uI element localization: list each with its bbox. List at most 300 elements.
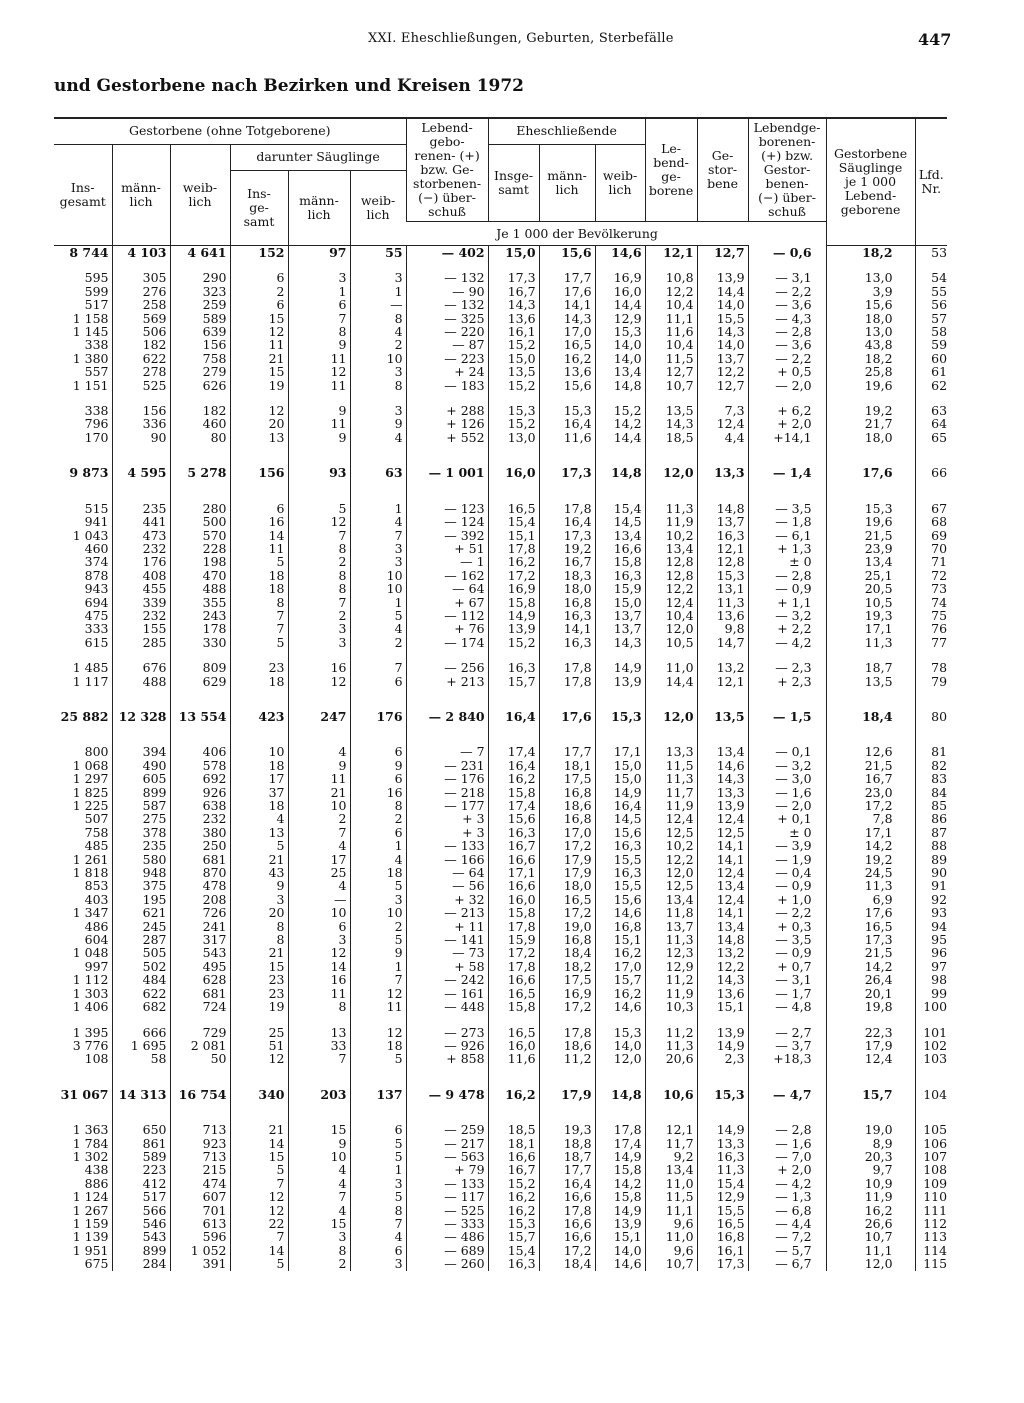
table-cell: 58	[931, 325, 948, 339]
table-cell: 113	[923, 1230, 948, 1244]
table-cell: 12	[288, 365, 350, 378]
table-cell: 14 313	[112, 1088, 170, 1101]
table-cell: 64	[931, 417, 948, 431]
table-cell: 94	[931, 919, 948, 934]
table-cell: 5	[230, 1257, 288, 1270]
table-cell: 71	[931, 555, 948, 569]
table-cell: 13,9	[697, 271, 748, 284]
table-cell: 21,7	[826, 417, 915, 430]
table-cell: 19	[230, 379, 288, 392]
table-body	[54, 246, 947, 1271]
spacer-cell	[350, 1066, 406, 1088]
table-cell: 2,3	[697, 1052, 748, 1065]
table-cell: 17,9	[539, 853, 595, 866]
row-spacer	[54, 392, 947, 404]
table-cell: 506	[112, 325, 170, 338]
table-cell: 17,2	[488, 946, 539, 959]
spacer-cell	[826, 688, 915, 710]
table-cell: ± 0	[748, 826, 826, 839]
table-cell: 9	[288, 759, 350, 772]
table-cell: 4	[350, 431, 406, 444]
table-cell: 110	[923, 1190, 948, 1204]
table-cell: 1 261	[54, 853, 112, 866]
table-cell: 17	[288, 853, 350, 866]
table-cell: 17,5	[539, 973, 595, 986]
table-cell: 13,6	[539, 365, 595, 378]
table-cell: 948	[112, 866, 170, 879]
table-cell: 182	[112, 338, 170, 351]
table-row	[54, 271, 947, 284]
table-cell: 17,2	[488, 569, 539, 582]
spacer-cell	[595, 723, 645, 745]
table-cell: 21,5	[826, 529, 915, 542]
table-cell: 701	[170, 1204, 230, 1217]
table-cell: 15,6	[539, 246, 595, 260]
spacer-cell	[112, 1014, 170, 1026]
table-cell: 406	[170, 745, 230, 758]
table-cell: 629	[170, 675, 230, 688]
spacer-cell	[915, 259, 947, 271]
spacer-cell	[406, 688, 488, 710]
table-cell: 16,3	[697, 1150, 748, 1163]
table-cell: 14,0	[697, 298, 748, 311]
table-cell: 490	[112, 759, 170, 772]
spacer-cell	[54, 444, 112, 466]
table-cell: 16,2	[488, 1190, 539, 1203]
table-cell: 694	[54, 596, 112, 609]
table-cell: 500	[170, 515, 230, 528]
table-row	[54, 417, 947, 430]
table-cell: 12,2	[645, 582, 697, 595]
table-cell: 19,2	[826, 853, 915, 866]
table-cell: 78	[931, 661, 948, 675]
spacer-cell	[826, 1014, 915, 1026]
table-cell: + 11	[406, 920, 488, 933]
spacer-cell	[915, 1066, 947, 1088]
table-cell: 607	[170, 1190, 230, 1203]
table-cell: 103	[923, 1052, 948, 1066]
table-cell: 6	[350, 745, 406, 758]
table-cell: 11,0	[645, 1177, 697, 1190]
table-cell: 223	[112, 1163, 170, 1176]
table-cell: 5	[350, 879, 406, 892]
table-cell: 666	[112, 1026, 170, 1039]
table-cell: 16	[230, 515, 288, 528]
table-cell: 235	[112, 502, 170, 515]
table-cell: 15,3	[488, 404, 539, 417]
table-cell: 43	[230, 866, 288, 879]
table-cell: 208	[170, 893, 230, 906]
table-cell: 84	[931, 785, 948, 799]
table-row	[54, 866, 947, 879]
spacer-cell	[915, 1014, 947, 1026]
table-cell: — 56	[406, 879, 488, 892]
table-cell: 7	[350, 661, 406, 674]
table-cell: 18,0	[826, 431, 915, 444]
table-cell: — 1,3	[748, 1190, 826, 1203]
table-cell: 13,4	[826, 555, 915, 568]
table-cell: — 87	[406, 338, 488, 351]
table-cell: 4	[230, 812, 288, 825]
table-cell: 6	[230, 298, 288, 311]
table-cell: 1	[288, 285, 350, 298]
table-cell: 7	[230, 622, 288, 635]
table-cell: 156	[230, 466, 288, 479]
table-row	[54, 906, 947, 919]
table-cell: — 64	[406, 866, 488, 879]
table-cell: 11,8	[645, 906, 697, 919]
table-cell: — 2,3	[748, 661, 826, 674]
table-cell: 486	[54, 920, 112, 933]
spacer-cell	[539, 1066, 595, 1088]
spacer-cell	[826, 392, 915, 404]
table-cell: 378	[112, 826, 170, 839]
table-cell: — 0,9	[748, 582, 826, 595]
table-cell: 9,6	[645, 1244, 697, 1257]
table-cell: 15,2	[595, 404, 645, 417]
table-cell: 13,9	[595, 675, 645, 688]
table-cell: 14,1	[539, 622, 595, 635]
table-cell: + 0,7	[748, 960, 826, 973]
table-cell: — 231	[406, 759, 488, 772]
table-cell: 338	[54, 404, 112, 417]
table-cell: 12,2	[697, 365, 748, 378]
table-cell: 16,1	[697, 1244, 748, 1257]
table-cell: 16,3	[488, 826, 539, 839]
table-cell: 62	[931, 378, 948, 393]
spacer-cell	[915, 1101, 947, 1123]
table-cell: 5	[350, 1137, 406, 1150]
table-cell: 13,5	[826, 675, 915, 688]
table-cell: 758	[170, 352, 230, 365]
table-cell: 12,1	[645, 1123, 697, 1136]
table-cell: 11,7	[645, 1137, 697, 1150]
table-cell: 15	[230, 312, 288, 325]
table-cell: 16,2	[826, 1204, 915, 1217]
table-cell: 19,2	[826, 404, 915, 417]
spacer-cell	[112, 480, 170, 502]
spacer-cell	[406, 444, 488, 466]
table-cell: 95	[931, 933, 948, 947]
table-row	[54, 946, 947, 959]
table-cell: 380	[170, 826, 230, 839]
header-s-maennlich: männ- lich	[288, 171, 350, 246]
table-cell: 13,4	[697, 920, 748, 933]
table-cell: 14,9	[697, 1039, 748, 1052]
table-cell: — 4,7	[748, 1088, 826, 1101]
spacer-cell	[112, 392, 170, 404]
table-cell: 10,4	[645, 298, 697, 311]
table-cell: — 1 001	[406, 466, 488, 479]
table-cell: 3	[350, 555, 406, 568]
table-cell: 8	[350, 379, 406, 392]
table-cell: 484	[112, 973, 170, 986]
table-cell: 87	[931, 825, 948, 840]
table-cell: — 448	[406, 1000, 488, 1013]
table-cell: 14,9	[595, 786, 645, 799]
table-row	[54, 542, 947, 555]
table-cell: 3	[350, 1177, 406, 1190]
table-cell: — 3,0	[748, 772, 826, 785]
table-cell: 12	[230, 325, 288, 338]
table-cell: 10	[288, 906, 350, 919]
table-cell: 5	[350, 609, 406, 622]
table-cell: — 333	[406, 1217, 488, 1230]
table-cell: 21	[288, 786, 350, 799]
table-row	[54, 365, 947, 378]
table-cell: 18	[230, 799, 288, 812]
table-cell: — 525	[406, 1204, 488, 1217]
table-cell: 7,3	[697, 404, 748, 417]
table-cell: 9	[350, 417, 406, 430]
table-cell: 53	[931, 245, 948, 260]
spacer-cell	[915, 480, 947, 502]
table-cell: — 2,2	[748, 906, 826, 919]
table-row	[54, 786, 947, 799]
table-cell: 12,6	[826, 745, 915, 758]
spacer-cell	[595, 480, 645, 502]
table-cell: 1 052	[170, 1244, 230, 1257]
table-cell: — 7,2	[748, 1230, 826, 1243]
spacer-cell	[826, 649, 915, 661]
table-cell: 14,9	[595, 1204, 645, 1217]
table-cell: 11	[288, 352, 350, 365]
table-cell: 12	[288, 675, 350, 688]
table-cell: 16,8	[539, 786, 595, 799]
table-cell: 11,3	[697, 596, 748, 609]
table-cell: 18,1	[488, 1137, 539, 1150]
table-cell: 438	[54, 1163, 112, 1176]
table-cell: 20	[230, 417, 288, 430]
table-row	[54, 1257, 947, 1270]
row-spacer	[54, 259, 947, 271]
header-insgesamt: Ins- gesamt	[54, 144, 112, 246]
table-cell: 72	[931, 568, 948, 583]
table-cell: 15,9	[488, 933, 539, 946]
table-cell: 6	[350, 1244, 406, 1257]
table-cell: 16,9	[595, 271, 645, 284]
table-cell: 9	[288, 338, 350, 351]
spacer-cell	[488, 688, 539, 710]
header-lfd-nr: Lfd. Nr.	[915, 118, 947, 246]
table-cell: 3	[350, 365, 406, 378]
table-cell: 12,5	[645, 879, 697, 892]
table-cell: 16,5	[697, 1217, 748, 1230]
table-cell: — 392	[406, 529, 488, 542]
table-cell: 355	[170, 596, 230, 609]
table-cell: — 2 840	[406, 710, 488, 723]
table-cell: 10	[288, 1150, 350, 1163]
table-row	[54, 759, 947, 772]
table-cell: 18,6	[539, 799, 595, 812]
header-rate-ueberschuss: Lebendge- borenen- (+) bzw. Gestor- benen- (−) über- schuß	[748, 118, 826, 222]
table-cell: 10,4	[645, 338, 697, 351]
table-cell: — 7	[406, 745, 488, 758]
spacer-cell	[915, 392, 947, 404]
table-cell: 16,0	[595, 285, 645, 298]
table-cell: 2	[288, 555, 350, 568]
table-row	[54, 312, 947, 325]
table-cell: 74	[931, 595, 948, 609]
table-cell: 605	[112, 772, 170, 785]
table-cell: 14	[288, 960, 350, 973]
spacer-cell	[539, 259, 595, 271]
table-cell: 17,9	[539, 866, 595, 879]
table-cell: 4	[288, 745, 350, 758]
table-cell: 93	[288, 466, 350, 479]
table-cell: 15,4	[697, 1177, 748, 1190]
table-cell: 16,5	[488, 502, 539, 515]
table-cell: 14,8	[595, 466, 645, 479]
table-cell: + 126	[406, 417, 488, 430]
table-cell: 14,9	[697, 1123, 748, 1136]
table-cell: 9,8	[697, 622, 748, 635]
table-cell: 20	[230, 906, 288, 919]
table-cell: 33	[288, 1039, 350, 1052]
spacer-cell	[826, 480, 915, 502]
table-cell: 14,8	[595, 1088, 645, 1101]
table-row	[54, 636, 947, 649]
table-cell: 18,0	[826, 312, 915, 325]
header-e-insgesamt: Insge- samt	[488, 144, 539, 222]
table-cell: 17,1	[595, 745, 645, 758]
table-cell: 17,3	[826, 933, 915, 946]
spacer-cell	[595, 649, 645, 661]
table-cell: 13,4	[595, 529, 645, 542]
table-cell: 1 151	[54, 379, 112, 392]
table-cell: 478	[170, 879, 230, 892]
table-cell: — 0,4	[748, 866, 826, 879]
table-cell: 17,2	[826, 799, 915, 812]
table-cell: 9	[230, 879, 288, 892]
table-cell: 16,4	[488, 759, 539, 772]
table-row	[54, 502, 947, 515]
header-e-maennlich: männ- lich	[539, 144, 595, 222]
table-cell: 22	[230, 1217, 288, 1230]
table-cell: 258	[112, 298, 170, 311]
table-cell: 17,4	[488, 799, 539, 812]
table-cell: 14,5	[595, 515, 645, 528]
spacer-cell	[915, 649, 947, 661]
table-cell: — 4,2	[748, 1177, 826, 1190]
table-cell: 505	[112, 946, 170, 959]
table-cell: 7	[288, 529, 350, 542]
table-cell: + 32	[406, 893, 488, 906]
table-cell: 108	[54, 1052, 112, 1065]
table-cell: — 213	[406, 906, 488, 919]
table-cell: 12	[230, 1190, 288, 1203]
table-cell: 16,3	[595, 839, 645, 852]
spacer-cell	[406, 1101, 488, 1123]
table-row	[54, 338, 947, 351]
table-cell: 170	[54, 431, 112, 444]
header-saeuglinge-rate: Gestorbene Säuglinge je 1 000 Lebend- geborene	[826, 118, 915, 246]
table-cell: 79	[931, 674, 948, 688]
table-cell: 17,3	[488, 271, 539, 284]
table-cell: 692	[170, 772, 230, 785]
table-cell: 13,6	[697, 609, 748, 622]
table-cell: 338	[54, 338, 112, 351]
table-cell: 16,3	[488, 1257, 539, 1270]
table-cell: 65	[931, 430, 948, 445]
table-cell: 1 048	[54, 946, 112, 959]
header-darunter-saeuglinge: darunter Säuglinge	[230, 144, 406, 171]
table-cell: — 112	[406, 609, 488, 622]
table-cell: 90	[112, 431, 170, 444]
table-row	[54, 1177, 947, 1190]
table-cell: + 58	[406, 960, 488, 973]
spacer-cell	[697, 723, 748, 745]
header-s-weiblich: weib- lich	[350, 171, 406, 246]
table-cell: + 3	[406, 826, 488, 839]
spacer-cell	[915, 723, 947, 745]
table-cell: 14,8	[595, 379, 645, 392]
table-cell: 502	[112, 960, 170, 973]
table-cell: 285	[112, 636, 170, 649]
table-cell: 12,9	[645, 960, 697, 973]
table-cell: 578	[170, 759, 230, 772]
table-cell: 12,0	[645, 710, 697, 723]
table-cell: 16	[350, 786, 406, 799]
table-cell: 485	[54, 839, 112, 852]
spacer-cell	[488, 649, 539, 661]
table-cell: 109	[923, 1176, 948, 1191]
table-cell: — 4,8	[748, 1000, 826, 1013]
table-cell: 16,2	[488, 1088, 539, 1101]
table-cell: 15,3	[539, 404, 595, 417]
table-cell: 69	[931, 528, 948, 542]
table-cell: 11,1	[645, 312, 697, 325]
spacer-cell	[826, 723, 915, 745]
spacer-cell	[406, 723, 488, 745]
table-cell: 17,6	[539, 285, 595, 298]
table-cell: 12	[350, 987, 406, 1000]
table-cell: — 183	[406, 379, 488, 392]
table-cell: 18,2	[826, 246, 915, 260]
table-cell: — 0,6	[748, 246, 826, 260]
table-cell: 56	[931, 298, 948, 312]
spacer-cell	[697, 1101, 748, 1123]
table-cell: 14,6	[595, 906, 645, 919]
table-cell: 4	[350, 1230, 406, 1243]
table-cell: 15,6	[595, 826, 645, 839]
table-cell: 11,9	[645, 799, 697, 812]
table-cell: 16,7	[488, 839, 539, 852]
table-cell: 198	[170, 555, 230, 568]
table-cell: 16,4	[488, 710, 539, 723]
table-cell: 15,6	[595, 893, 645, 906]
table-cell: 15	[288, 1123, 350, 1136]
table-cell: 43,8	[826, 338, 915, 351]
table-cell: 10,5	[645, 636, 697, 649]
table-cell: — 176	[406, 772, 488, 785]
spacer-cell	[645, 1066, 697, 1088]
table-cell: — 1,6	[748, 1137, 826, 1150]
table-cell: 16 754	[170, 1088, 230, 1101]
table-cell: + 288	[406, 404, 488, 417]
table-cell: 6	[350, 772, 406, 785]
table-cell: 11,6	[645, 325, 697, 338]
table-cell: — 6,1	[748, 529, 826, 542]
table-cell: 203	[288, 1088, 350, 1101]
table-cell: 17,9	[539, 1088, 595, 1101]
table-cell: 13,3	[697, 466, 748, 479]
table-cell: 63	[350, 466, 406, 479]
table-cell: 14,0	[697, 338, 748, 351]
spacer-cell	[230, 444, 288, 466]
spacer-cell	[170, 688, 230, 710]
table-cell: 323	[170, 285, 230, 298]
